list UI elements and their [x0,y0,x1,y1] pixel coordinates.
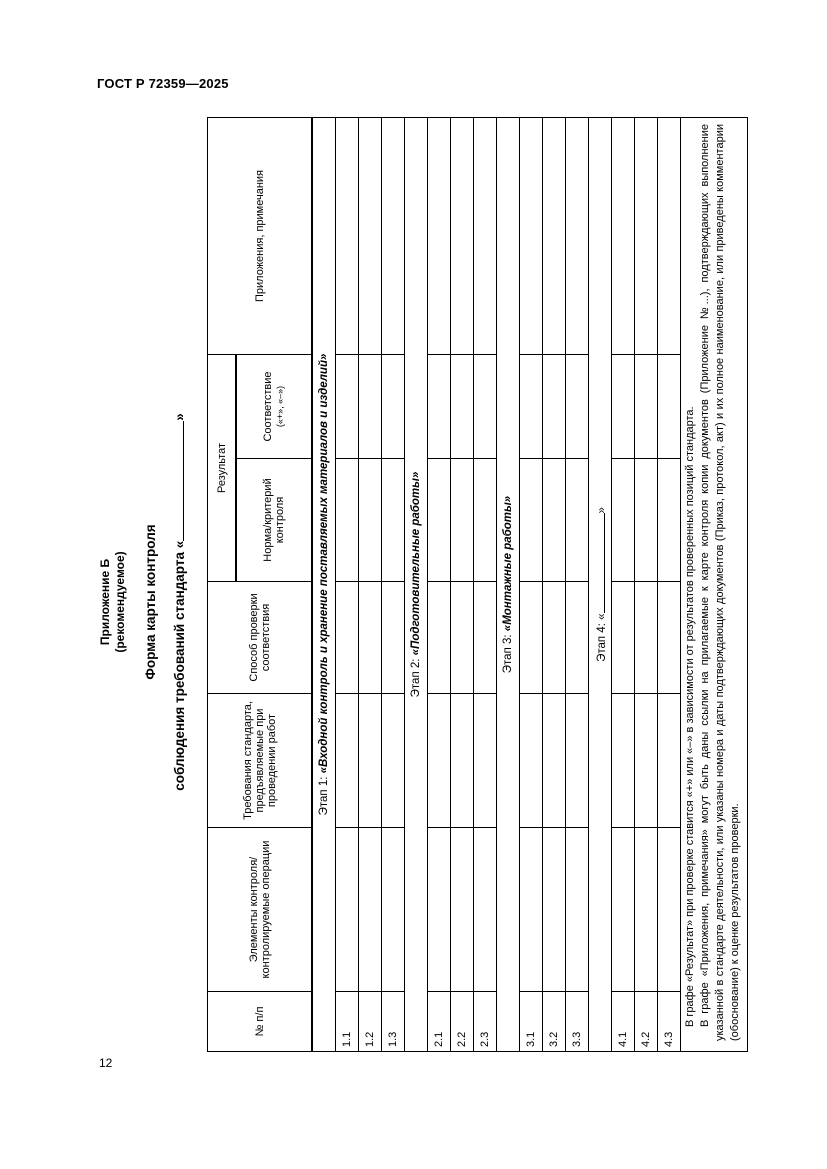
form-subtitle-text: соблюдения требований стандарта « [172,540,187,791]
col-compliance-header [236,355,312,459]
row-number: 2.1 [428,992,451,1052]
row-number: 1.1 [336,992,359,1052]
stage-3-name: «Монтажные работы» [502,495,514,632]
table-row [566,118,589,1052]
appendix-status: (рекомендуемое) [113,551,127,653]
table-row [612,118,635,1052]
compliance-label: Соответствие [262,371,274,442]
standard-header: ГОСТ Р 72359—2025 [97,76,229,91]
row-number: 4.2 [635,992,658,1052]
table-row [474,118,497,1052]
stage-4-name-blank [593,514,605,614]
stage-4-prefix: Этап 4: [595,623,608,662]
row-number: 3.3 [566,992,589,1052]
row-number: 3.1 [520,992,543,1052]
form-title: Форма карты контроля [143,524,158,680]
standard-name-blank [171,421,184,541]
col-norm-header: Норма/критерий контроля [236,459,312,582]
footnote-2: В графе «Приложения, примечания» могут быть даны ссылки на прилагаемые к карте контроля копии документов (Приложение №...), подтверждающих выполнение указанной в стандарте деятельности, или указаны номера и даты подтверждающих документов (Приказ, протокол, акт) и их полное наименование, или приведены комментарии (обоснование) к оценке результатов проверки. [699,124,741,1041]
stage-1-name: «Входной контроль и хранение поставляемых материалов и изделий» [318,353,330,774]
stage-row-2 [405,118,428,1052]
footnotes-row [681,118,748,1052]
stage-2-prefix: Этап 2: [410,658,422,698]
rotated-appendix-page [96,112,740,1092]
control-card-table [207,117,748,1052]
row-number: 2.3 [474,992,497,1052]
table-row [658,118,681,1052]
table-header-row [208,118,237,1052]
form-subtitle [171,112,187,1092]
col-num-header: № п/п [208,992,313,1052]
footnote-1: В графе «Результат» при проверке ставится «+» или «–» в зависимости от результатов проверенных позиций стандарта. [684,406,696,1027]
row-number: 4.1 [612,992,635,1052]
table-row [543,118,566,1052]
form-subtitle-close: » [172,413,187,421]
row-number: 1.3 [382,992,405,1052]
table-row [382,118,405,1052]
row-number: 1.2 [359,992,382,1052]
table-row [635,118,658,1052]
col-method-header: Способ проверки соответствия [208,582,313,694]
stage-row-3 [497,118,520,1052]
stage-4-close-quote: » [595,507,608,514]
page-number: 12 [99,1056,113,1070]
appendix-title: Приложение Б [98,558,112,646]
row-number: 3.2 [543,992,566,1052]
table-row [520,118,543,1052]
stage-4-open-quote: « [595,613,608,620]
col-elements-header: Элементы контроля/ контролируемые операции [208,828,313,992]
col-notes-header: Приложения, примечания [208,118,313,355]
stage-2-name: «Подготовительные работы» [410,471,422,656]
stage-row-4 [589,118,612,1052]
stage-1-prefix: Этап 1: [318,776,330,816]
row-number: 4.3 [658,992,681,1052]
row-number: 2.2 [451,992,474,1052]
table-row [451,118,474,1052]
table-row [428,118,451,1052]
table-row [359,118,382,1052]
compliance-sublabel: («+», «–») [275,385,285,428]
table-row [336,118,359,1052]
col-requirements-header: Требования стандарта, предъявляемые при проведении работ [208,694,313,828]
col-result-header: Результат [208,355,237,582]
stage-row-1 [312,118,336,1052]
stage-3-prefix: Этап 3: [502,634,514,674]
